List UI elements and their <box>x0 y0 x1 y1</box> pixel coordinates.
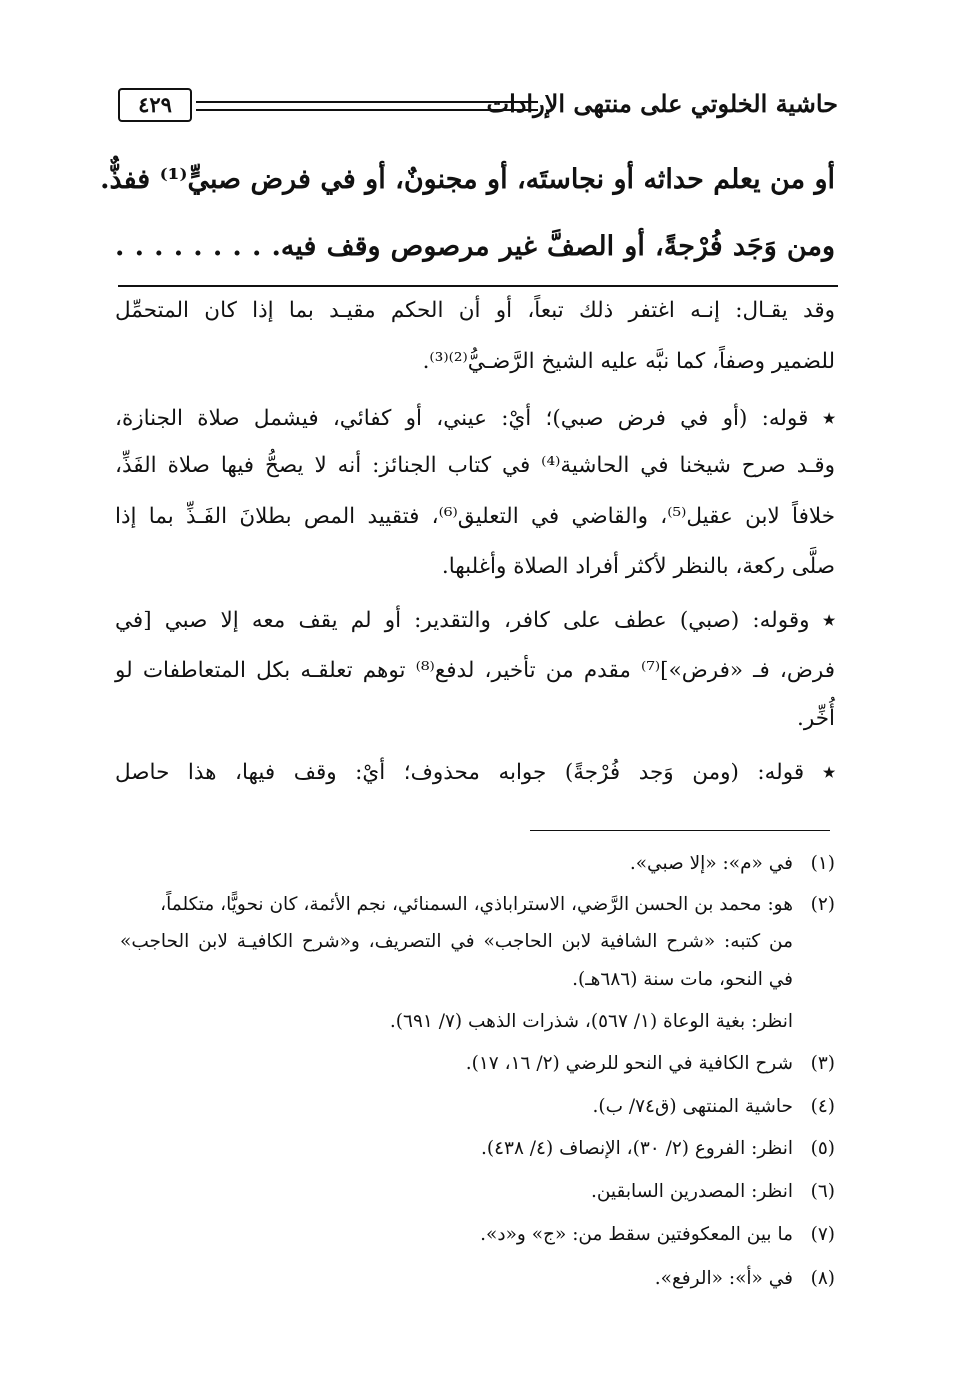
commentary-line: صلَّى ركعة، بالنظر لأكثر أفراد الصلاة وأغلبها. <box>441 554 835 579</box>
commentary-line: للضمير وصفاً، كما نبَّه عليه الشيخ الرَّضـيُّ⁽²⁾⁽³⁾. <box>422 349 835 374</box>
asterisk-bullet-icon: ٭ <box>808 406 836 431</box>
commentary-line: وقـد صرح شيخنا في الحاشية⁽⁴⁾ في كتاب الجنائز: أنه لا يصحُّ فيها صلاة الفَذِّ، <box>115 453 835 478</box>
footnote-text: هو: محمد بن الحسن الرَّضي، الاستراباذي، السمنائي، نجم الأئمة، كان نحويًّا، متكلماً، <box>160 894 793 915</box>
footnote-text: في «م»: «إلا صبي». <box>629 853 793 874</box>
footnote-1 <box>120 850 835 878</box>
page-number: ٤٢٩ <box>118 88 192 122</box>
footnote-text: في النحو، مات سنة (٦٨٦هـ). <box>572 969 793 990</box>
commentary-text: قوله: (ومن وَجد فُرْجةً) جوابه محذوف؛ أيْ: وقف فيها، هذا حاصل <box>115 760 805 785</box>
matn-separator-rule <box>118 285 838 287</box>
footnote-number: (٢) <box>810 894 835 915</box>
header-double-rule <box>196 101 538 111</box>
footnote-text: من كتبه: «شرح الشافية لابن الحاجب» في التصريف، و«شرح الكافيـة لابن الحاجب» <box>120 931 793 952</box>
footnote-number: (٤) <box>810 1096 835 1117</box>
footnote-8 <box>120 1265 835 1293</box>
running-header <box>118 88 838 124</box>
footnote-5 <box>120 1135 835 1163</box>
commentary-line <box>115 606 835 636</box>
footnote-text: انظر: الفروع (٢/ ٣٠)، الإنصاف (٤/ ٤٣٨). <box>481 1138 793 1159</box>
asterisk-bullet-icon: ٭ <box>809 608 836 633</box>
footnote-6 <box>120 1178 835 1206</box>
commentary-text: قوله: (أو في فرض صبي)؛ أيْ: عيني، أو كفائي، فيشمل صلاة الجنازة، <box>115 406 809 431</box>
commentary-line: أُخِّر. <box>797 706 835 731</box>
footnote-number: (٣) <box>810 1053 835 1074</box>
commentary-line <box>115 404 835 434</box>
footnote-text: في «أ»: «الرفع». <box>654 1268 793 1289</box>
footnote-3 <box>120 1050 835 1078</box>
commentary-line: خلافاً لابن عقيل⁽⁵⁾، والقاضي في التعليق⁽⁶⁾، فتقييد المص بطلانَ الفَـذِّ بما إذا <box>115 504 835 529</box>
footnote-text: ما بين المعكوفتين سقط من: «ج» و«د». <box>480 1224 793 1245</box>
footnote-number: (٧) <box>810 1224 835 1245</box>
commentary-text: وقوله: (صبي) عطف على كافر، والتقدير: أو لم يقف معه إلا صبي [في <box>115 608 810 633</box>
footnote-2 <box>120 891 835 919</box>
footnote-separator-rule <box>530 830 830 831</box>
footnote-7 <box>120 1221 835 1249</box>
footnote-number: (١) <box>810 853 835 874</box>
asterisk-bullet-icon: ٭ <box>804 760 835 785</box>
footnote-text: انظر: بغية الوعاة (١/ ٥٦٧)، شذرات الذهب (٧/ ٦٩١). <box>389 1011 793 1032</box>
commentary-line <box>115 758 835 788</box>
footnote-4 <box>120 1093 835 1121</box>
matn-line-1: أو من يعلم حداثه أو نجاستَه، أو مجنونٌ، أو في فرض صبيٍّ⁽¹⁾ ففذٌّ. <box>100 164 835 195</box>
footnote-text: حاشية المنتهى (ق٧٤/ ب). <box>592 1096 793 1117</box>
footnote-text: انظر: المصدرين السابقين. <box>590 1181 793 1202</box>
matn-line-2: ومن وَجَد فُرْجةً، أو الصفَّ غير مرصوص وقف فيه. . . . . . . . . <box>115 231 835 262</box>
footnote-text: شرح الكافية في النحو للرضي (٢/ ١٦، ١٧). <box>465 1053 793 1074</box>
footnote-number: (٥) <box>810 1138 835 1159</box>
commentary-line: وقد يقـال: إنـه اغتفر ذلك تبعاً، أو أن الحكم مقيـد بما إذا كان المتحمِّل <box>115 298 835 323</box>
footnote-number: (٨) <box>810 1268 835 1289</box>
book-title: حاشية الخلوتي على منتهى الإرادات <box>486 89 838 118</box>
footnote-number: (٦) <box>810 1181 835 1202</box>
commentary-line: فرض، فـ «فرض»]⁽⁷⁾ مقدم من تأخير، لدفع⁽⁸⁾ توهم تعلقـه بكل المتعاطفات لو <box>115 658 835 683</box>
